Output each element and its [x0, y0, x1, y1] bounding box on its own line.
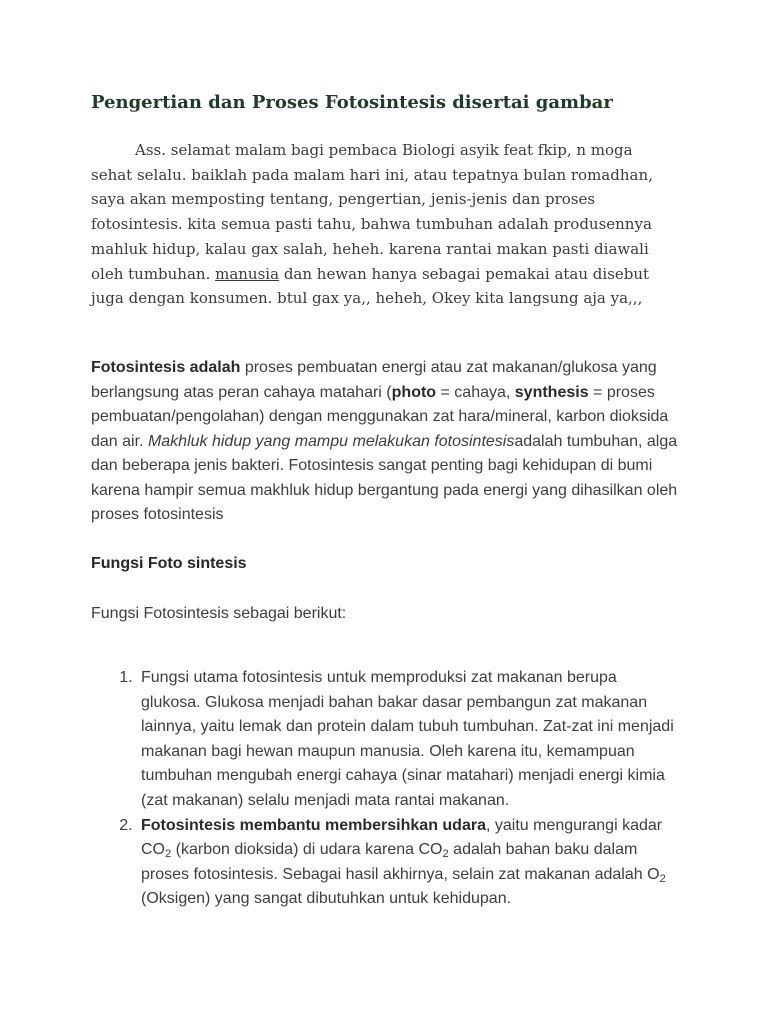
list-item: 2. Fotosintesis membantu membersihkan udara, yaitu mengurangi kadar $CO_2$ (karbon dioksida) di udara karena $CO_2$ adalah bahan baku dalam proses fotosintesis. Sebagai hasil akhirnya, selain zat makanan adalah $O_2$ (Oksigen) yang sangat dibutuhkan untuk kehidupan.: [137, 814, 678, 912]
fungsi-lead-paragraph: Fungsi Fotosintesis sebagai berikut:: [91, 605, 347, 623]
intro-paragraph: Ass. selamat malam bagi pembaca Biologi asyik feat fkip, n moga sehat selalu. baiklah pada malam hari ini, atau tepatnya bulan romadhan, saya akan memposting tentang, pengertian, jenis-jenis dan proses fotosintesis. kita semua pasti tahu, bahwa tumbuhan adalah produsennya mahluk hidup, kalau gax salah, heheh. karena rantai makan pasti diawali oleh tumbuhan. manusia dan hewan hanya sebagai pemakai atau disebut juga dengan konsumen. btul gax ya,, heheh, Okey kita langsung aja ya,,,: [91, 141, 653, 308]
section-heading-fungsi: Fungsi Foto sintesis: [91, 555, 247, 573]
list-item: 1. Fungsi utama fotosintesis untuk memproduksi zat makanan berupa glukosa. Glukosa menjadi bahan bakar dasar pembangun zat makanan lainnya, yaitu lemak dan protein dalam tubuh tumbuhan. Zat-zat ini menjadi makanan bagi hewan maupun manusia. Oleh karena itu, kemampuan tumbuhan mengubah energi cahaya (sinar matahari) menjadi energi kimia (zat makanan) selalu menjadi mata rantai makanan.: [137, 666, 678, 814]
manusia-link[interactable]: manusia: [215, 264, 280, 283]
fungsi-list: [91, 666, 678, 912]
document-title: Pengertian dan Proses Fotosintesis disertai gambar: [91, 92, 613, 113]
definition-paragraph: Fotosintesis adalah proses pembuatan energi atau zat makanan/glukosa yang berlangsung atas peran cahaya matahari (photo = cahaya, synthesis = proses pembuatan/pengolahan) dengan menggunakan zat hara/mineral, karbon dioksida dan air. Makhluk hidup yang mampu melakukan fotosintesisadalah tumbuhan, alga dan beberapa jenis bakteri. Fotosintesis sangat penting bagi kehidupan di bumi karena hampir semua makhluk hidup bergantung pada energi yang dihasilkan oleh proses fotosintesis: [91, 358, 678, 524]
